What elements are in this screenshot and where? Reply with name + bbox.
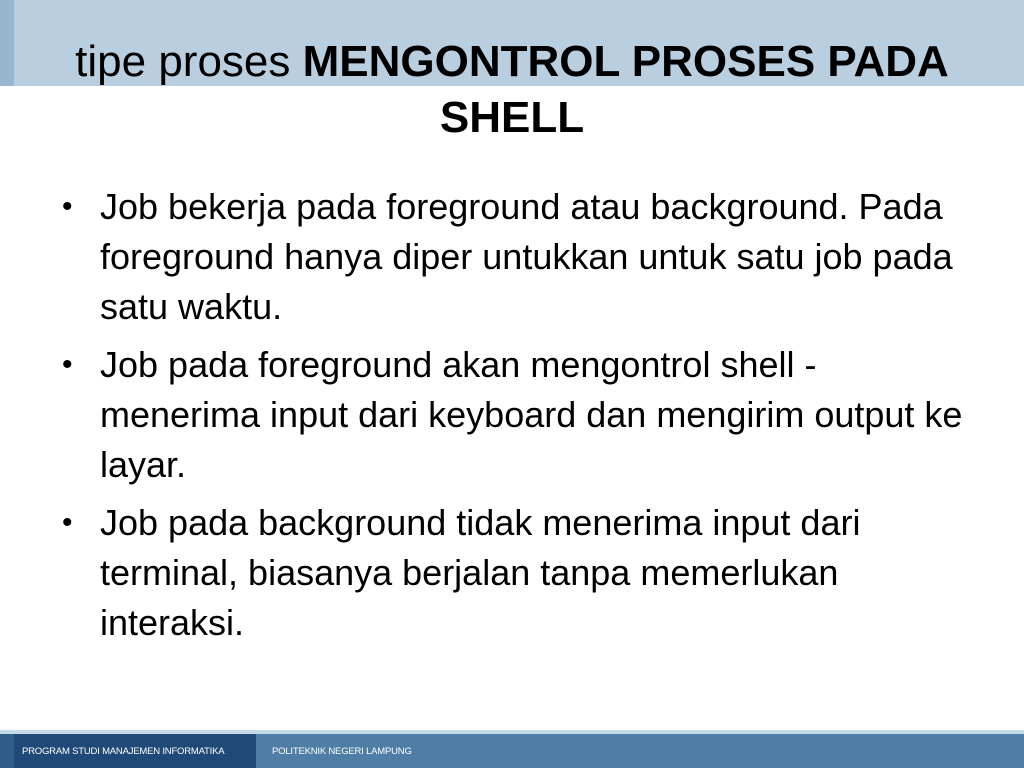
bullet-icon: • [62,506,73,539]
bullet-text: Job bekerja pada foreground atau background. Pada foreground hanya diper untukkan untuk satu job pada satu waktu. [100,186,953,327]
bullet-text: Job pada background tidak menerima input dari terminal, biasanya berjalan tanpa memerlukan interaksi. [100,502,861,643]
title-band-edge [0,0,14,86]
bullet-item [62,182,982,332]
footer-program-label: PROGRAM STUDI MANAJEMEN INFORMATIKA [22,746,225,757]
footer-edge-block [0,734,14,768]
bullet-list [62,182,982,656]
bullet-icon: • [62,190,73,223]
footer-institution-label: POLITEKNIK NEGERI LAMPUNG [272,746,412,757]
slide-title-lead: tipe proses [75,37,303,86]
bullet-item [62,340,982,490]
bullet-icon: • [62,348,73,381]
bullet-text: Job pada foreground akan mengontrol shell - menerima input dari keyboard dan mengirim output ke layar. [100,344,963,485]
slide-title [60,34,964,146]
slide-title-bold: MENGONTROL PROSES PADA SHELL [302,37,949,142]
bullet-item [62,498,982,648]
